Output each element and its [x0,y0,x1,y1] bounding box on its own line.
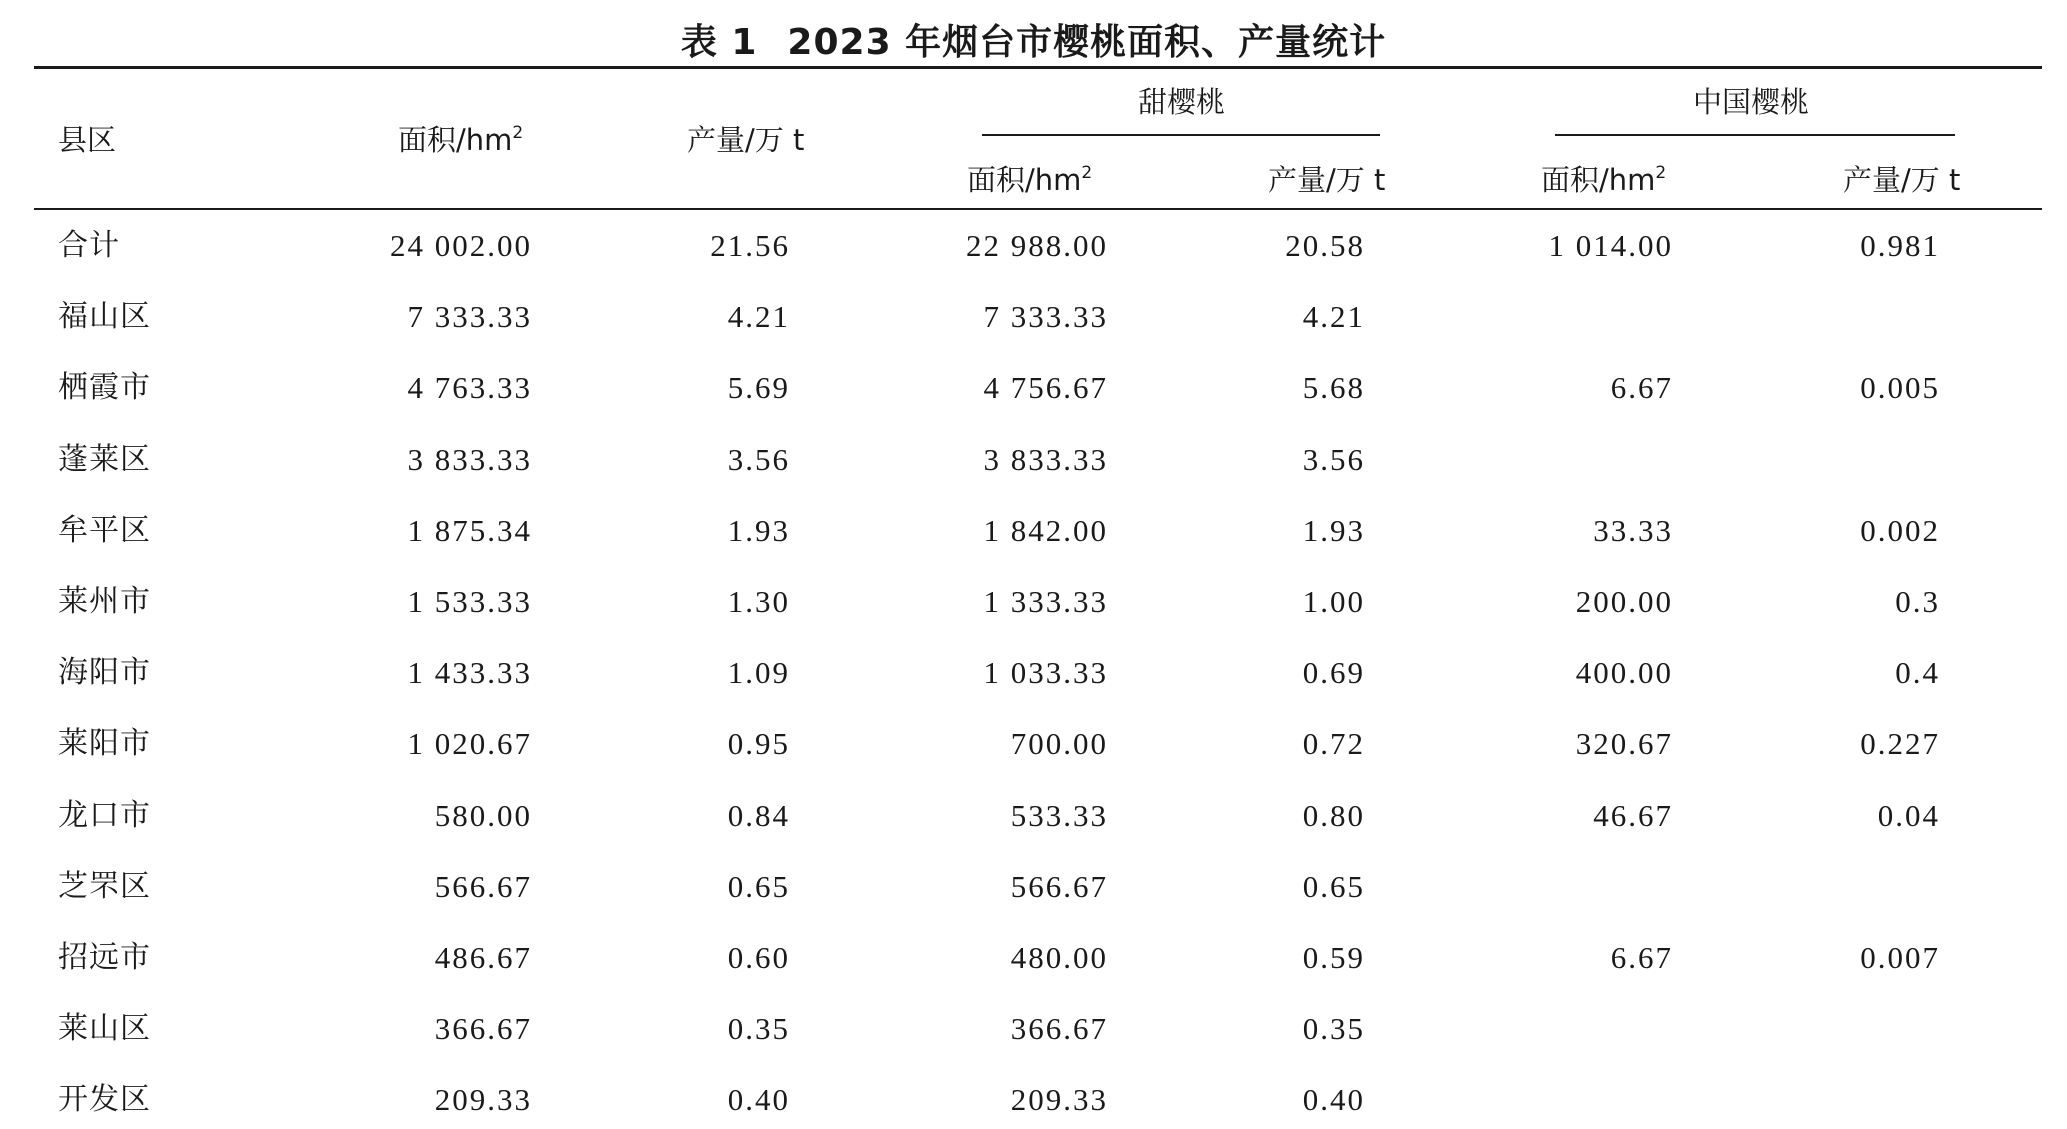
row-6-area: 1 433.33 [407,655,532,690]
row-3-area: 3 833.33 [407,442,532,477]
row-10-area: 486.67 [434,940,532,975]
header-sweet-output: 产量/万 t [1268,163,1386,197]
header-sweet-area: 面积$/hm^2$ [967,163,1093,197]
row-3-sweet-area: 3 833.33 [983,442,1108,477]
header-china-cherry: 中国樱桃 [1693,85,1810,119]
row-2-sweet-output: 5.68 [1302,370,1365,405]
row-6-china-area: 400.00 [1575,655,1673,690]
row-9-sweet-area: 566.67 [1010,869,1108,904]
row-6-china-output: 0.4 [1895,655,1940,690]
header-sweet-cherry: 甜樱桃 [1138,85,1226,119]
header-county: 县区 [58,123,117,157]
row-5-area: 1 533.33 [407,584,532,619]
row-9-sweet-output: 0.65 [1302,869,1365,904]
row-5-sweet-output: 1.00 [1302,584,1365,619]
row-8-sweet-area: 533.33 [1010,798,1108,833]
row-8-china-area: 46.67 [1593,798,1673,833]
row-9-output: 0.65 [727,869,790,904]
row-1-area: 7 333.33 [407,299,532,334]
top-rule [34,66,2042,69]
header-area: 面积$/hm^2$ [398,123,524,157]
china-cherry-group-rule [1555,134,1955,136]
row-5-sweet-area: 1 333.33 [983,584,1108,619]
row-1-sweet-output: 4.21 [1302,299,1365,334]
row-7-county: 莱阳市 [58,726,151,761]
row-1-output: 4.21 [727,299,790,334]
row-8-county: 龙口市 [58,798,151,833]
row-12-output: 0.40 [727,1082,790,1117]
row-2-china-output: 0.005 [1860,370,1940,405]
table-caption [0,14,2067,65]
row-11-output: 0.35 [727,1011,790,1046]
row-8-china-output: 0.04 [1877,798,1940,833]
row-6-sweet-area: 1 033.33 [983,655,1108,690]
row-0-sweet-area: 22 988.00 [966,228,1108,263]
row-4-output: 1.93 [727,513,790,548]
row-11-county: 莱山区 [58,1011,151,1046]
row-7-area: 1 020.67 [407,726,532,761]
header-china-output: 产量/万 t [1843,163,1961,197]
row-10-china-output: 0.007 [1860,940,1940,975]
row-5-china-area: 200.00 [1575,584,1673,619]
row-12-county: 开发区 [58,1082,151,1117]
row-4-sweet-output: 1.93 [1302,513,1365,548]
row-12-sweet-output: 0.40 [1302,1082,1365,1117]
row-3-county: 蓬莱区 [58,442,151,477]
row-4-china-area: 33.33 [1593,513,1673,548]
row-10-output: 0.60 [727,940,790,975]
row-8-area: 580.00 [434,798,532,833]
table-label: 表 1 [680,22,758,63]
row-9-county: 芝罘区 [58,869,151,904]
row-1-county: 福山区 [58,299,151,334]
row-2-area: 4 763.33 [407,370,532,405]
row-0-county: 合计 [58,228,120,263]
table-title: 2023 年烟台市樱桃面积、产量统计 [787,22,1387,63]
row-7-china-output: 0.227 [1860,726,1940,761]
row-11-sweet-output: 0.35 [1302,1011,1365,1046]
header-china-area: 面积$/hm^2$ [1541,163,1667,197]
row-10-sweet-area: 480.00 [1010,940,1108,975]
row-4-sweet-area: 1 842.00 [983,513,1108,548]
row-8-output: 0.84 [727,798,790,833]
header-output: 产量/万 t [687,123,805,157]
row-10-county: 招远市 [58,940,151,975]
row-11-area: 366.67 [434,1011,532,1046]
row-5-county: 莱州市 [58,584,151,619]
row-6-county: 海阳市 [58,655,151,690]
row-5-china-output: 0.3 [1895,584,1940,619]
row-10-sweet-output: 0.59 [1302,940,1365,975]
row-0-area: 24 002.00 [390,228,532,263]
row-4-county: 牟平区 [58,513,151,548]
header-rule [34,208,2042,210]
sweet-cherry-group-rule [982,134,1380,136]
row-7-sweet-output: 0.72 [1302,726,1365,761]
row-6-output: 1.09 [727,655,790,690]
row-7-output: 0.95 [727,726,790,761]
row-7-china-area: 320.67 [1575,726,1673,761]
row-0-china-area: 1 014.00 [1548,228,1673,263]
row-2-sweet-area: 4 756.67 [983,370,1108,405]
row-1-sweet-area: 7 333.33 [983,299,1108,334]
row-2-county: 栖霞市 [58,370,151,405]
row-0-output: 21.56 [710,228,790,263]
row-2-output: 5.69 [727,370,790,405]
row-3-sweet-output: 3.56 [1302,442,1365,477]
row-11-sweet-area: 366.67 [1010,1011,1108,1046]
row-4-china-output: 0.002 [1860,513,1940,548]
row-10-china-area: 6.67 [1610,940,1673,975]
row-5-output: 1.30 [727,584,790,619]
row-7-sweet-area: 700.00 [1010,726,1108,761]
row-9-area: 566.67 [434,869,532,904]
row-3-output: 3.56 [727,442,790,477]
row-6-sweet-output: 0.69 [1302,655,1365,690]
row-4-area: 1 875.34 [407,513,532,548]
row-12-area: 209.33 [434,1082,532,1117]
row-2-china-area: 6.67 [1610,370,1673,405]
row-12-sweet-area: 209.33 [1010,1082,1108,1117]
row-8-sweet-output: 0.80 [1302,798,1365,833]
row-0-china-output: 0.981 [1860,228,1940,263]
row-0-sweet-output: 20.58 [1285,228,1365,263]
